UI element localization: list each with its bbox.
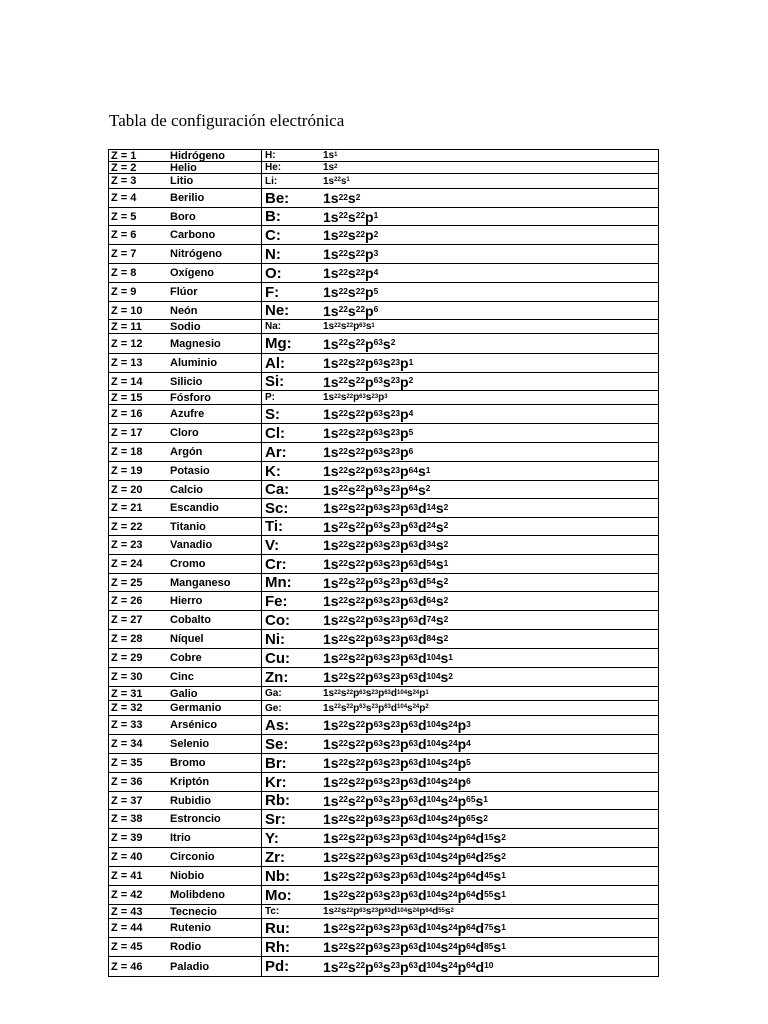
atomic-number: Z = 24 [111,558,143,570]
element-symbol: Rh: [261,938,317,956]
table-row [109,189,658,208]
element-symbol: Zr: [261,848,317,866]
electron-configuration: 1s $^{22}$ s $^{22}$ p $^{63}$ s $^{23}$ p $^{64}$ s $^1$ [323,463,431,479]
table-row [109,245,658,264]
element-name: Rutenio [170,922,211,934]
electron-configuration: 1s $^{22}$ s $^{22}$ p $^{63}$ s $^{23}$ p $^{63}$ d $^{64}$ s $^2$ [323,593,449,609]
element-symbol: Br: [261,754,317,772]
electron-configuration: 1s $^{22}$ s $^{22}$ p $^{63}$ s $^{23}$ p $^{63}$ d $^{104}$ s $^{24}$ p $^1$ [323,688,429,699]
element-name: Vanadio [170,539,213,551]
table-row [109,773,658,792]
element-symbol: Y: [261,829,317,847]
element-symbol: Ni: [261,630,317,648]
element-name: Arsénico [170,719,218,731]
atomic-number: Z = 28 [111,633,143,645]
element-symbol: Ca: [261,481,317,498]
element-symbol: Rb: [261,792,317,809]
electron-configuration: 1s $^{22}$ s $^{22}$ p $^2$ [323,227,379,243]
atomic-number: Z = 46 [111,960,143,973]
element-symbol: Cl: [261,424,317,442]
table-row [109,630,658,649]
element-symbol: P: [261,391,317,404]
table-row [109,905,658,919]
element-name: Bromo [170,757,206,769]
table-row [109,462,658,481]
electron-configuration: 1s $^{22}$ s $^{22}$ p $^{63}$ s $^{23}$ p $^{63}$ d $^{84}$ s $^2$ [323,631,449,647]
element-symbol: As: [261,716,317,734]
electron-configuration: 1s $^{22}$ s $^{22}$ p $^{63}$ s $^{23}$ p $^{64}$ s $^2$ [323,481,431,498]
element-symbol: Ge: [261,701,317,715]
element-name: Silicio [170,375,203,388]
element-symbol: S: [261,405,317,423]
electron-configuration: 1s $^1$ [323,150,338,161]
atomic-number: Z = 37 [111,794,143,807]
atomic-number: Z = 30 [111,671,143,683]
element-name: Galio [170,687,198,700]
page-title: Tabla de configuración electrónica [109,111,345,130]
element-symbol: Cu: [261,649,317,667]
atomic-number: Z = 34 [111,738,143,750]
table-row [109,919,658,938]
element-symbol: Sc: [261,499,317,517]
electron-configuration: 1s $^{22}$ s $^{22}$ p $^{63}$ s $^{23}$ p $^{63}$ d $^{104}$ s $^{24}$ p $^{64}$ d $^{45}$ s $^1$ [323,868,506,884]
element-name: Azufre [170,408,205,420]
element-symbol: Si: [261,373,317,390]
element-name: Argón [170,446,203,458]
electron-configuration: 1s $^{22}$ s $^{22}$ p $^{63}$ s $^{23}$ p $^6$ [323,444,414,460]
element-symbol: Nb: [261,867,317,885]
element-symbol: K: [261,462,317,480]
atomic-number: Z = 4 [111,192,137,204]
table-row [109,716,658,735]
element-name: Nitrógeno [170,248,222,260]
element-name: Niobio [170,870,205,882]
element-symbol: Ru: [261,919,317,937]
table-row [109,668,658,687]
atomic-number: Z = 23 [111,539,143,551]
element-symbol: F: [261,283,317,301]
electron-configuration: 1s $^{22}$ s $^{22}$ p $^{63}$ s $^{23}$ p $^{63}$ d $^{14}$ s $^2$ [323,500,449,516]
electron-configuration: 1s $^{22}$ s $^{22}$ p $^{63}$ s $^{23}$ p $^{63}$ d $^{104}$ s $^{24}$ p $^4$ [323,736,471,752]
atomic-number: Z = 11 [111,320,142,333]
atomic-number: Z = 18 [111,446,143,458]
element-symbol: He: [261,162,317,173]
electron-configuration: 1s $^{22}$ s $^{22}$ p $^{63}$ s $^{23}$ p $^{63}$ d $^{104}$ s $^{24}$ p $^3$ [323,717,471,733]
element-symbol: Be: [261,189,317,207]
atomic-number: Z = 42 [111,889,143,901]
table-row [109,886,658,905]
atomic-number: Z = 5 [111,210,137,223]
element-name: Estroncio [170,813,221,825]
table-row [109,334,658,354]
element-name: Aluminio [170,357,218,369]
atomic-number: Z = 20 [111,483,143,496]
electron-configuration: 1s $^{22}$ s $^{22}$ p $^{63}$ s $^{23}$ p $^{63}$ d $^{104}$ s $^{24}$ p $^{64}$ d $^{25}$ s $^2$ [323,849,506,865]
table-row [109,536,658,555]
table-row [109,320,658,334]
element-name: Boro [170,210,196,223]
table-row [109,283,658,302]
table-row [109,829,658,848]
atomic-number: Z = 17 [111,427,143,439]
atomic-number: Z = 43 [111,905,143,918]
element-name: Flúor [170,286,198,298]
atomic-number: Z = 40 [111,851,143,863]
electron-configuration: 1s $^{22}$ s $^{22}$ p $^{63}$ s $^{23}$ p $^{63}$ d $^{104}$ s $^{24}$ p $^2$ [323,702,429,714]
atomic-number: Z = 15 [111,391,143,404]
element-name: Níquel [170,633,204,645]
element-name: Molibdeno [170,889,225,901]
element-symbol: Kr: [261,773,317,791]
element-name: Helio [170,162,197,173]
element-symbol: H: [261,150,317,161]
atomic-number: Z = 25 [111,576,143,589]
element-symbol: Cr: [261,555,317,573]
element-symbol: Mg: [261,334,317,353]
element-name: Circonio [170,851,215,863]
element-name: Carbono [170,229,216,241]
atomic-number: Z = 7 [111,248,137,260]
table-row [109,264,658,283]
table-row [109,792,658,810]
atomic-number: Z = 35 [111,757,143,769]
table-row [109,354,658,373]
electron-configuration: 1s $^{22}$ s $^{22}$ p $^{63}$ s $^{23}$ p $^{63}$ d $^{104}$ s $^2$ [323,669,453,685]
element-symbol: C: [261,226,317,244]
element-name: Escandio [170,502,219,514]
atomic-number: Z = 21 [111,502,143,514]
electron-configuration: 1s $^{22}$ s $^{22}$ p $^{63}$ s $^{23}$ p $^{63}$ d $^{104}$ s $^{24}$ p $^{65}$ s $^2$ [323,811,488,827]
element-name: Titanio [170,520,206,533]
atomic-number: Z = 38 [111,813,143,825]
element-symbol: Mn: [261,574,317,591]
electron-configuration: 1s $^{22}$ s $^{22}$ p $^{63}$ s $^{23}$ p $^{63}$ d $^{104}$ s $^{24}$ p $^{64}$ d $^{85}$ s $^1$ [323,939,506,955]
table-row [109,810,658,829]
electron-configuration: 1s $^{22}$ s $^{22}$ p $^{63}$ s $^{23}$ p $^{63}$ d $^{104}$ s $^{24}$ p $^{64}$ d $^{10}$ [323,958,494,975]
atomic-number: Z = 9 [111,286,137,298]
element-name: Germanio [170,702,222,714]
table-row [109,555,658,574]
element-symbol: Mo: [261,886,317,904]
element-symbol: O: [261,264,317,282]
electron-configuration: 1s $^{22}$ s $^{22}$ p $^{63}$ s $^{23}$ p $^2$ [323,373,414,390]
element-name: Rubidio [170,794,211,807]
atomic-number: Z = 12 [111,337,143,350]
element-symbol: Na: [261,320,317,333]
electron-configuration: 1s $^{22}$ s $^{22}$ p $^{63}$ s $^{23}$ p $^{63}$ d $^{104}$ s $^{24}$ p $^{64}$ d $^{75}$ s $^1$ [323,920,506,936]
electron-configuration: 1s $^{22}$ s $^{22}$ p $^5$ [323,284,379,300]
atomic-number: Z = 14 [111,375,143,388]
element-name: Berilio [170,192,205,204]
electron-configuration: 1s $^{22}$ s $^{22}$ p $^3$ [323,246,379,262]
electron-configuration: 1s $^{22}$ s $^{22}$ p $^{63}$ s $^{23}$ p $^1$ [323,355,414,371]
table-row [109,687,658,701]
element-name: Itrio [170,832,191,844]
table-row [109,938,658,957]
table-row [109,754,658,773]
table-row [109,391,658,405]
electron-configuration: 1s $^{22}$ s $^{22}$ p $^{63}$ s $^{23}$ p $^{63}$ d $^{54}$ s $^1$ [323,556,449,572]
element-symbol: Al: [261,354,317,372]
electron-configuration: 1s $^{22}$ s $^2$ [323,190,361,206]
atomic-number: Z = 44 [111,922,143,934]
table-row [109,592,658,611]
atomic-number: Z = 13 [111,357,143,369]
electron-configuration: 1s $^{22}$ s $^1$ [323,175,350,187]
table-row [109,518,658,536]
element-name: Sodio [170,320,201,333]
electron-configuration: 1s $^{22}$ s $^{22}$ p $^{63}$ s $^{23}$ p $^{63}$ d $^{104}$ s $^{24}$ p $^{64}$ d $^{15}$ s $^2$ [323,830,506,846]
electron-configuration: 1s $^{22}$ s $^{22}$ p $^4$ [323,265,379,281]
atomic-number: Z = 31 [111,687,143,700]
element-symbol: Co: [261,611,317,629]
element-name: Rodio [170,941,202,953]
table-row [109,405,658,424]
element-name: Kriptón [170,776,210,788]
table-row [109,848,658,867]
electron-configuration: 1s $^{22}$ s $^{22}$ p $^{63}$ s $^{23}$ p $^{63}$ d $^{104}$ s $^{24}$ p $^{64}$ d $^{55}$ s $^2$ [323,906,454,917]
electron-configuration: 1s $^{22}$ s $^{22}$ p $^{63}$ s $^1$ [323,321,375,332]
element-symbol: Zn: [261,668,317,686]
element-name: Manganeso [170,576,231,589]
atomic-number: Z = 29 [111,652,143,664]
atomic-number: Z = 6 [111,229,137,241]
table-row [109,735,658,754]
table-row [109,373,658,391]
table-row [109,150,658,162]
atomic-number: Z = 36 [111,776,143,788]
electron-configuration: 1s $^{22}$ s $^{22}$ p $^{63}$ s $^{23}$ p $^{63}$ d $^{54}$ s $^2$ [323,574,449,591]
electron-configuration: 1s $^{22}$ s $^{22}$ p $^{63}$ s $^{23}$ p $^5$ [323,425,414,441]
table-row [109,208,658,226]
atomic-number: Z = 1 [111,150,137,161]
element-symbol: Li: [261,174,317,188]
electron-configuration: 1s $^{22}$ s $^{22}$ p $^6$ [323,302,379,319]
atomic-number: Z = 41 [111,870,143,882]
element-symbol: V: [261,536,317,554]
element-symbol: Tc: [261,905,317,918]
atomic-number: Z = 39 [111,832,143,844]
element-symbol: Se: [261,735,317,753]
table-row [109,481,658,499]
electron-configuration: 1s $^{22}$ s $^{22}$ p $^{63}$ s $^{23}$ p $^3$ [323,392,388,403]
element-name: Selenio [170,738,210,750]
element-symbol: Ga: [261,687,317,700]
electron-configuration: 1s $^2$ [323,162,338,173]
element-symbol: Pd: [261,957,317,976]
electron-configuration: 1s $^{22}$ s $^{22}$ p $^{63}$ s $^{23}$ p $^{63}$ d $^{104}$ s $^{24}$ p $^{64}$ d $^{55}$ s $^1$ [323,887,506,903]
table-row [109,649,658,668]
atomic-number: Z = 3 [111,175,137,187]
element-name: Magnesio [170,337,221,350]
element-name: Tecnecio [170,905,217,918]
element-name: Cloro [170,427,199,439]
element-symbol: Fe: [261,592,317,610]
electron-configuration: 1s $^{22}$ s $^{22}$ p $^{63}$ s $^{23}$ p $^{63}$ d $^{104}$ s $^1$ [323,650,453,666]
atomic-number: Z = 33 [111,719,143,731]
electron-configuration: 1s $^{22}$ s $^{22}$ p $^{63}$ s $^{23}$ p $^4$ [323,406,414,422]
atomic-number: Z = 2 [111,162,137,173]
element-name: Oxígeno [170,267,215,279]
atomic-number: Z = 10 [111,304,143,317]
element-symbol: Sr: [261,810,317,828]
element-name: Cobre [170,652,202,664]
element-name: Fósforo [170,391,211,404]
element-name: Cromo [170,558,206,570]
atomic-number: Z = 8 [111,267,137,279]
atomic-number: Z = 27 [111,614,143,626]
table-row [109,957,658,976]
atomic-number: Z = 16 [111,408,143,420]
electron-configuration: 1s $^{22}$ s $^{22}$ p $^1$ [323,208,379,225]
table-row [109,574,658,592]
element-symbol: Ti: [261,518,317,535]
atomic-number: Z = 22 [111,520,143,533]
element-name: Calcio [170,483,204,496]
electron-configuration: 1s $^{22}$ s $^{22}$ p $^{63}$ s $^2$ [323,335,396,352]
atomic-number: Z = 19 [111,465,143,477]
table-row [109,443,658,462]
electron-configuration: 1s $^{22}$ s $^{22}$ p $^{63}$ s $^{23}$ p $^{63}$ d $^{104}$ s $^{24}$ p $^{65}$ s $^1$ [323,792,488,809]
electron-configuration: 1s $^{22}$ s $^{22}$ p $^{63}$ s $^{23}$ p $^{63}$ d $^{104}$ s $^{24}$ p $^6$ [323,774,471,790]
atomic-number: Z = 26 [111,595,143,607]
table-row [109,611,658,630]
table-row [109,174,658,189]
element-name: Hierro [170,595,203,607]
table-row [109,424,658,443]
element-name: Litio [170,175,194,187]
element-name: Paladio [170,960,210,973]
electron-configuration: 1s $^{22}$ s $^{22}$ p $^{63}$ s $^{23}$ p $^{63}$ d $^{74}$ s $^2$ [323,612,449,628]
table-row [109,226,658,245]
element-name: Cobalto [170,614,211,626]
table-row [109,302,658,320]
electron-configuration: 1s $^{22}$ s $^{22}$ p $^{63}$ s $^{23}$ p $^{63}$ d $^{24}$ s $^2$ [323,518,449,535]
element-config-table [108,149,659,977]
electron-configuration: 1s $^{22}$ s $^{22}$ p $^{63}$ s $^{23}$ p $^{63}$ d $^{104}$ s $^{24}$ p $^5$ [323,755,471,771]
element-name: Potasio [170,465,210,477]
element-symbol: N: [261,245,317,263]
atomic-number: Z = 45 [111,941,143,953]
table-row [109,867,658,886]
table-row [109,162,658,174]
atomic-number: Z = 32 [111,702,143,714]
electron-configuration: 1s $^{22}$ s $^{22}$ p $^{63}$ s $^{23}$ p $^{63}$ d $^{34}$ s $^2$ [323,537,449,553]
table-row [109,701,658,716]
element-symbol: Ne: [261,302,317,319]
element-symbol: Ar: [261,443,317,461]
table-row [109,499,658,518]
element-name: Neón [170,304,198,317]
element-symbol: B: [261,208,317,225]
element-name: Hidrógeno [170,150,225,161]
element-name: Cinc [170,671,194,683]
